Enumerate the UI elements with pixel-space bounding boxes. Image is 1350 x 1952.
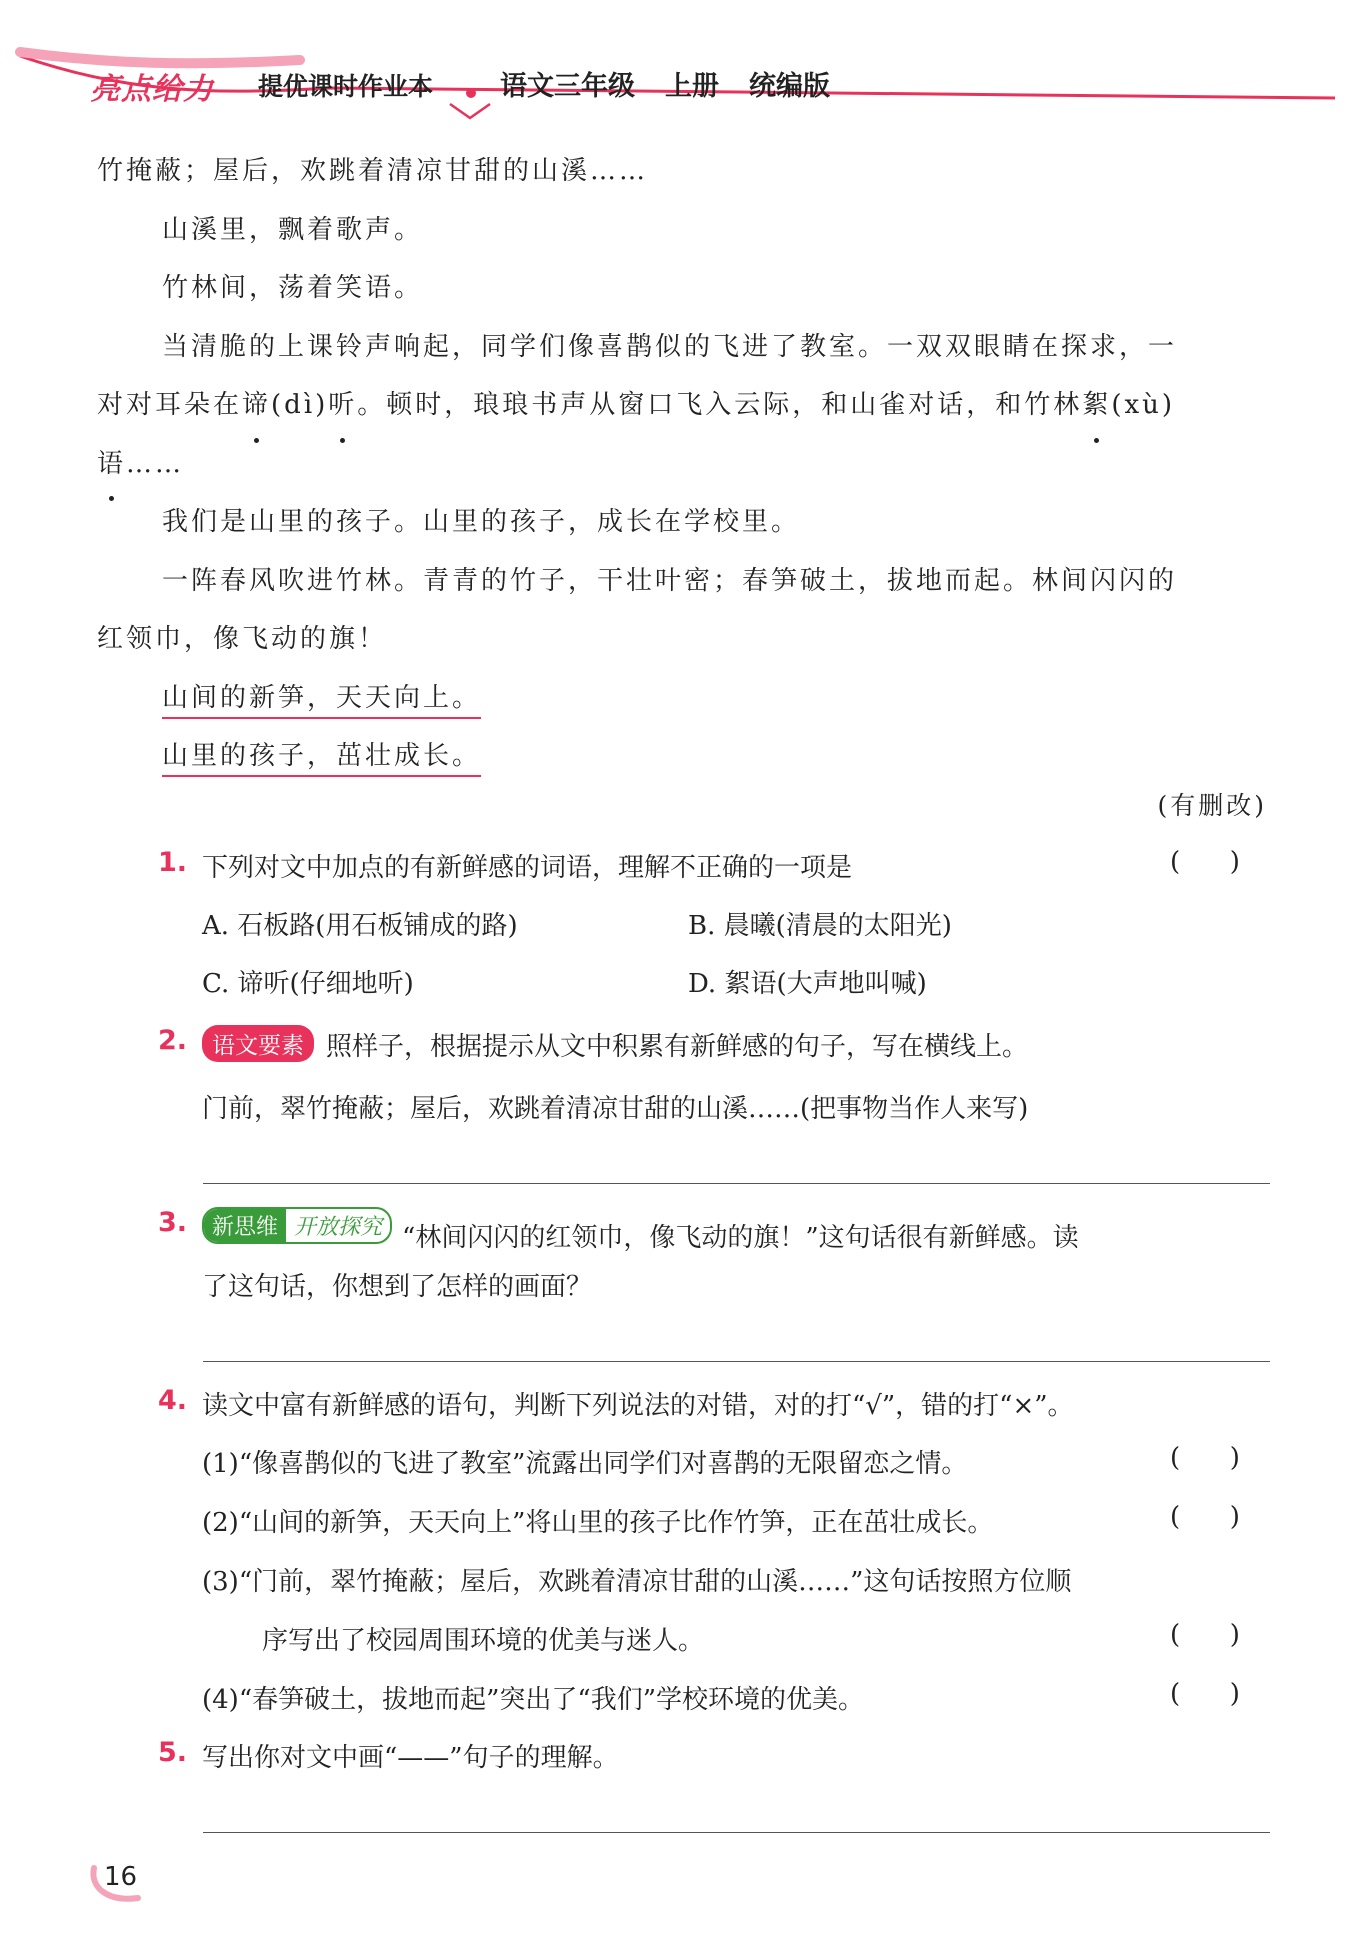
tag-label: 新思维 xyxy=(204,1209,286,1242)
answer-parentheses[interactable]: ( ) xyxy=(1170,1679,1240,1709)
passage-text: 对对耳朵在 xyxy=(97,390,243,420)
question-text: 写出你对文中画“——”句子的理解。 xyxy=(202,1743,619,1773)
option-c: C. 谛听(仔细地听) xyxy=(202,969,414,999)
source-note: (有删改) xyxy=(1157,791,1267,820)
question-number: 5. xyxy=(158,1737,188,1768)
question-number: 1. xyxy=(158,847,188,878)
passage-text: …… xyxy=(126,448,185,479)
answer-line[interactable] xyxy=(203,1361,1270,1362)
reading-passage xyxy=(97,142,1277,786)
passage-line xyxy=(97,435,1277,494)
underlined-sentence: 山间的新笋，天天向上。 xyxy=(162,683,481,719)
answer-parentheses[interactable]: ( ) xyxy=(1170,1620,1240,1650)
passage-line: 红领巾，像飞动的旗！ xyxy=(97,624,388,654)
dotted-char: 语 xyxy=(97,435,126,494)
judge-item-3: (3)“门前，翠竹掩蔽；屋后，欢跳着清凉甘甜的山溪……”这句话按照方位顺 xyxy=(202,1567,1072,1597)
answer-parentheses[interactable]: ( ) xyxy=(1170,847,1240,877)
question-text-cont: 了这句话，你想到了怎样的画面？ xyxy=(202,1272,593,1302)
edition-label: 统编版 xyxy=(749,71,830,102)
answer-line[interactable] xyxy=(203,1183,1270,1184)
passage-line xyxy=(97,669,1277,728)
series-name: 提优课时作业本 xyxy=(258,72,434,101)
page-header xyxy=(0,0,1350,120)
question-text: 下列对文中加点的有新鲜感的词语，理解不正确的一项是 xyxy=(202,853,853,883)
passage-line: 一阵春风吹进竹林。青青的竹子，干壮叶密；春笋破土，拔地而起。林间闪闪的 xyxy=(162,565,1178,596)
passage-line: 竹林间，荡着笑语。 xyxy=(162,273,424,303)
judge-item-2: (2)“山间的新笋，天天向上”将山里的孩子比作竹笋，正在茁壮成长。 xyxy=(202,1508,994,1538)
passage-line: 当清脆的上课铃声响起，同学们像喜鹊似的飞进了教室。一双双眼睛在探求，一 xyxy=(162,331,1178,362)
passage-line xyxy=(97,727,1277,786)
question-number: 3. xyxy=(158,1207,188,1238)
answer-line[interactable] xyxy=(203,1832,1270,1833)
new-thinking-tag xyxy=(202,1207,392,1244)
answer-parentheses[interactable]: ( ) xyxy=(1170,1443,1240,1473)
passage-text: 。顿时，琅琅书声从窗口飞入云际，和山雀对话，和竹林 xyxy=(357,390,1083,420)
subject-label: 语文三年级 xyxy=(500,71,635,102)
judge-item-1: (1)“像喜鹊似的飞进了教室”流露出同学们对喜鹊的无限留恋之情。 xyxy=(202,1449,968,1479)
tag-label: 开放探究 xyxy=(294,1215,383,1240)
dotted-char: 听 xyxy=(328,376,357,435)
brand-logo: 亮点给力 xyxy=(90,72,214,107)
passage-line xyxy=(97,376,1277,435)
pinyin: (xù) xyxy=(1111,390,1176,420)
question-number: 2. xyxy=(158,1025,188,1056)
pinyin: (dì) xyxy=(271,390,329,420)
judge-item-4: (4)“春笋破土，拔地而起”突出了“我们”学校环境的优美。 xyxy=(202,1685,864,1715)
option-d: D. 絮语(大声地叫喊) xyxy=(688,969,927,999)
dotted-char: 谛 xyxy=(242,376,271,435)
page-number: 16 xyxy=(104,1862,138,1892)
question-number: 4. xyxy=(158,1385,188,1416)
judge-item-3-cont: 序写出了校园周围环境的优美与迷人。 xyxy=(262,1626,705,1656)
option-b: B. 晨曦(清晨的太阳光) xyxy=(688,911,952,941)
question-text: “林间闪闪的红领巾，像飞动的旗！”这句话很有新鲜感。读 xyxy=(402,1223,1079,1253)
underlined-sentence: 山里的孩子，茁壮成长。 xyxy=(162,741,481,777)
book-info xyxy=(500,64,830,103)
passage-line: 我们是山里的孩子。山里的孩子，成长在学校里。 xyxy=(162,507,801,537)
option-a: A. 石板路(用石板铺成的路) xyxy=(202,911,518,941)
yuwen-yaosu-tag: 语文要素 xyxy=(202,1025,314,1062)
volume-label: 上册 xyxy=(665,71,719,102)
example-sentence: 门前，翠竹掩蔽；屋后，欢跳着清凉甘甜的山溪……(把事物当作人来写) xyxy=(202,1094,1029,1124)
passage-line: 竹掩蔽；屋后，欢跳着清凉甘甜的山溪…… xyxy=(97,156,649,186)
question-text: 读文中富有新鲜感的语句，判断下列说法的对错，对的打“√”，错的打“×”。 xyxy=(202,1391,1074,1421)
question-text-wrap xyxy=(202,1025,1028,1063)
passage-line: 山溪里，飘着歌声。 xyxy=(162,214,424,245)
answer-parentheses[interactable]: ( ) xyxy=(1170,1502,1240,1532)
question-text: 照样子，根据提示从文中积累有新鲜感的句子，写在横线上。 xyxy=(326,1032,1029,1062)
dotted-char: 絮 xyxy=(1082,376,1111,435)
question-text-wrap xyxy=(202,1207,1079,1254)
header-dot xyxy=(466,88,476,98)
